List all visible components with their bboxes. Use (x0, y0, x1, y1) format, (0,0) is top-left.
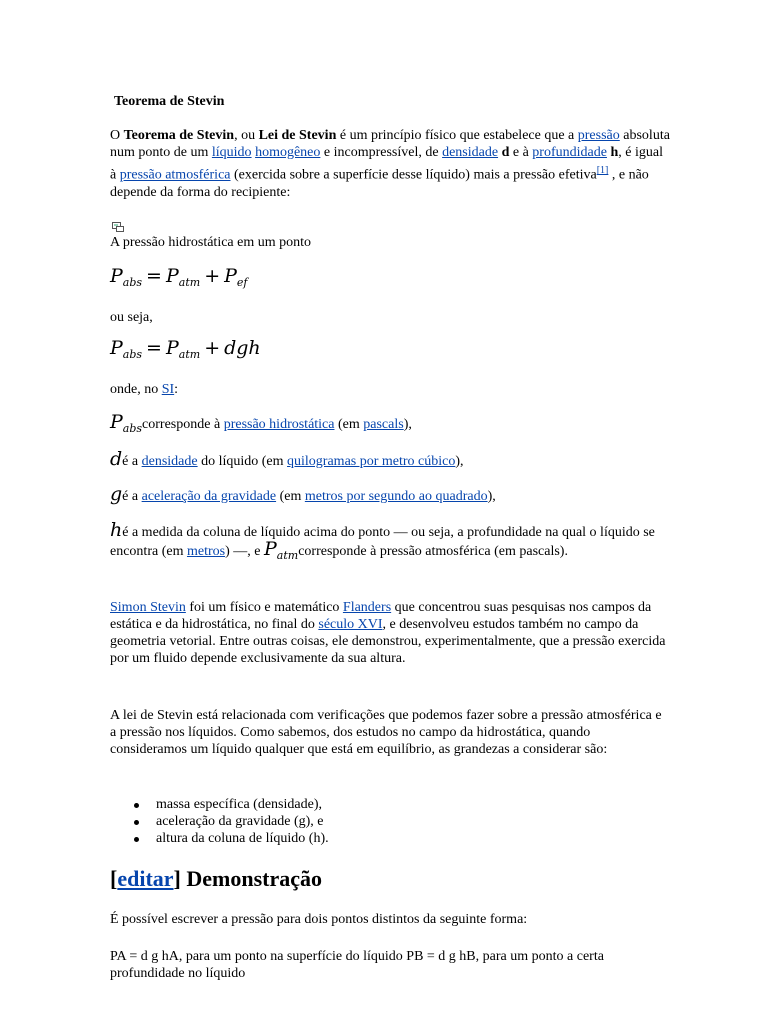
text: (exercida sobre a superfície desse líquido) mais a pressão efetiva (230, 167, 597, 183)
section-heading: [editar] Demonstração (110, 866, 322, 891)
ou-seja-text: ou seja, (110, 310, 153, 325)
text: é um princípio físico que estabelece que a (336, 128, 578, 143)
text: O (110, 128, 124, 143)
list-item: massa específica (densidade), (156, 796, 329, 813)
link-simon-stevin[interactable]: Simon Stevin (110, 600, 186, 615)
link-homogeneo[interactable]: homogêneo (255, 145, 321, 160)
onde-text: onde, no SI: (110, 382, 179, 397)
broken-image-icon (112, 222, 124, 232)
link-densidade-2[interactable]: densidade (141, 454, 198, 469)
symbol-g: g (110, 483, 123, 505)
link-m-s2[interactable]: metros por segundo ao quadrado (304, 489, 488, 504)
quantities-list (110, 796, 329, 847)
bold-symbol: h (610, 145, 619, 160)
link-pressao-atmosferica[interactable]: pressão atmosférica (119, 167, 231, 183)
link-pascals[interactable]: pascals (363, 417, 404, 432)
link-pressao[interactable]: pressão (577, 128, 620, 143)
link-kg-m3[interactable]: quilogramas por metro cúbico (287, 454, 456, 469)
link-profundidade[interactable]: profundidade (532, 145, 607, 160)
pa-pb-paragraph: PA = d g hA, para um ponto na superfície do líquido PB = d g hB, para um ponto a certa profundidade no líquido (110, 949, 604, 981)
symbol-patm: $P_{atm}$ (263, 538, 299, 562)
symbol-d: d (110, 448, 123, 470)
formula-stevin: $P_{abs} = P_{atm}$ + dgh (110, 337, 261, 361)
possivel-paragraph: É possível escrever a pressão para dois pontos distintos da seguinte forma: (110, 912, 528, 927)
page-title: Teorema de Stevin (114, 94, 225, 109)
link-metros[interactable]: metros (186, 544, 226, 559)
definition-h: hé a medida da coluna de líquido acima do ponto — ou seja, a profundidade na qual o líquido se encontra (em metros) —, e $P_{atm}corresponde$ à pressão atmosférica (em pascals). (110, 519, 655, 562)
bold-term: Teorema de Stevin (123, 128, 235, 143)
text: e incompressível, de (320, 145, 443, 160)
edit-section-link[interactable]: editar (117, 866, 174, 891)
bold-symbol: d (501, 145, 510, 160)
text: absoluta num ponto de um (110, 128, 670, 160)
link-pressao-hidrostatica[interactable]: pressão hidrostática (223, 417, 335, 432)
lei-paragraph: A lei de Stevin está relacionada com verificações que podemos fazer sobre a pressão atmosférica e a pressão nos líquidos. Como sabemos, dos estudos no campo da hidrostática, quando consideramos um líquido qualquer que está em equilíbrio, as grandezas a considerar são: (110, 708, 662, 757)
text: e à (509, 145, 533, 160)
simon-stevin-paragraph: Simon Stevin foi um físico e matemático Flanders que concentrou suas pesquisas nos campos da estática e da hidrostática, no final do século XVI, e desenvolveu estudos também no campo da geometria vetorial. Entre outras coisas, ele demonstrou, experimentalmente, que a pressão exercida por um fluido depende exclusivamente da sua altura. (110, 600, 666, 666)
link-flanders[interactable]: Flanders (342, 600, 392, 615)
symbol-h: h (110, 519, 123, 541)
bold-term: Lei de Stevin (258, 128, 337, 143)
link-aceleracao-gravidade[interactable]: aceleração da gravidade (141, 489, 277, 504)
definition-d: dé a densidade do líquido (em quilogramas por metro cúbico), (110, 448, 464, 470)
link-liquido[interactable]: líquido (211, 145, 252, 160)
hydrostatic-caption: A pressão hidrostática em um ponto (110, 235, 312, 250)
list-item: aceleração da gravidade (g), e (156, 813, 329, 830)
formula-absolute-pressure: $P_{abs} = P_{atm} + P_{ef}$ (110, 265, 248, 289)
definition-g: gé a aceleração da gravidade (em metros por segundo ao quadrado), (110, 483, 496, 505)
link-densidade[interactable]: densidade (442, 145, 499, 160)
definition-pabs: $P_{abs}corresponde$ à pressão hidrostática (em pascals), (110, 411, 412, 435)
text: , é igual à (110, 145, 663, 183)
text: , e não depende da forma do recipiente: (110, 167, 649, 200)
link-si[interactable]: SI (161, 382, 175, 397)
symbol-pabs: $P_{abs}$ (110, 411, 143, 435)
list-item: altura da coluna de líquido (h). (156, 831, 329, 846)
text: , ou (234, 128, 259, 143)
reference-link[interactable]: [1] (596, 165, 609, 176)
intro-paragraph (110, 127, 670, 201)
link-seculo-xvi[interactable]: século XVI (318, 617, 383, 632)
